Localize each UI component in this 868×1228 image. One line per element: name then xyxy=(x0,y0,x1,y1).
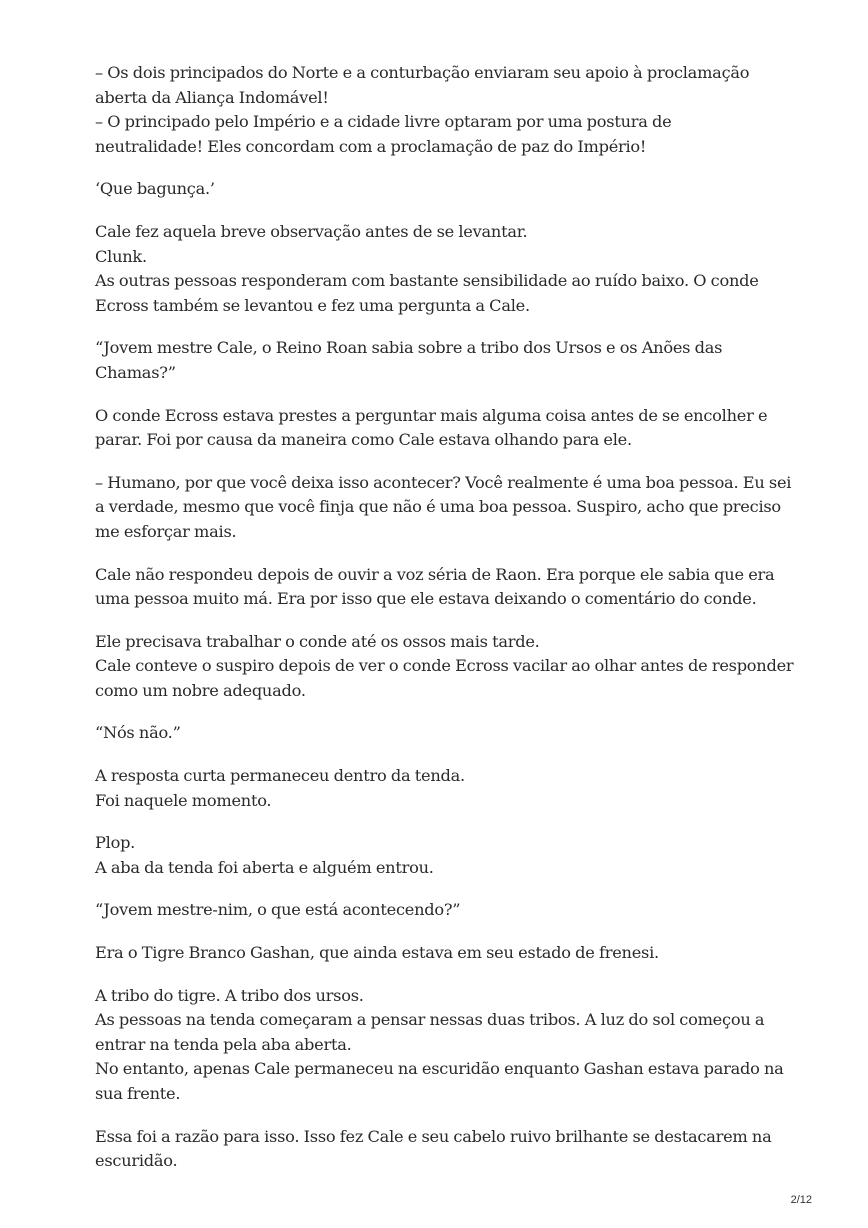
paragraph xyxy=(95,941,785,966)
text-line: A aba da tenda foi aberta e alguém entrou. xyxy=(95,857,434,877)
paragraph xyxy=(95,898,785,923)
document-body xyxy=(95,61,794,1192)
paragraph xyxy=(95,177,785,202)
text-line: As pessoas na tenda começaram a pensar nessas duas tribos. A luz do sol começou a xyxy=(95,1010,765,1030)
paragraph xyxy=(95,471,792,545)
text-line: – Os dois principados do Norte e a conturbação enviaram seu apoio à proclamação xyxy=(95,63,750,82)
text-line: – O principado pelo Império e a cidade livre optaram por uma postura de xyxy=(95,112,672,132)
text-line: Ele precisava trabalhar o conde até os ossos mais tarde. xyxy=(95,631,540,651)
paragraph xyxy=(95,336,785,385)
text-line: parar. Foi por causa da maneira como Cale estava olhando para ele. xyxy=(95,430,632,450)
text-line: aberta da Aliança Indomável! xyxy=(95,87,329,107)
text-line: ‘Que bagunça.’ xyxy=(95,179,215,199)
text-line: – Humano, por que você deixa isso acontecer? Você realmente é uma boa pessoa. Eu sei xyxy=(95,472,792,492)
text-line: a verdade, mesmo que você finja que não é uma boa pessoa. Suspiro, acho que preciso xyxy=(95,497,781,517)
text-line: como um nobre adequado. xyxy=(95,680,306,700)
paragraph xyxy=(95,563,785,612)
paragraph xyxy=(95,630,794,704)
text-line: Essa foi a razão para isso. Isso fez Cale e seu cabelo ruivo brilhante se destacarem na xyxy=(95,1126,772,1146)
paragraph xyxy=(95,220,785,318)
text-line: “Jovem mestre-nim, o que está acontecendo?” xyxy=(95,900,461,920)
text-line: escuridão. xyxy=(95,1151,178,1171)
paragraph xyxy=(95,831,785,880)
text-line: Era o Tigre Branco Gashan, que ainda estava em seu estado de frenesi. xyxy=(95,943,659,963)
text-line: Clunk. xyxy=(95,246,147,266)
text-line: As outras pessoas responderam com bastante sensibilidade ao ruído baixo. O conde xyxy=(95,271,759,291)
text-line: Ecross também se levantou e fez uma pergunta a Cale. xyxy=(95,295,530,315)
text-line: uma pessoa muito má. Era por isso que ele estava deixando o comentário do conde. xyxy=(95,589,757,609)
paragraph xyxy=(95,764,785,813)
text-line: O conde Ecross estava prestes a perguntar mais alguma coisa antes de se encolher e xyxy=(95,405,768,425)
text-line: Chamas?” xyxy=(95,362,176,382)
text-line: entrar na tenda pela aba aberta. xyxy=(95,1034,352,1054)
page-number: 2/12 xyxy=(790,1194,812,1206)
paragraph xyxy=(95,404,785,453)
paragraph xyxy=(95,61,785,159)
paragraph xyxy=(95,1125,785,1174)
text-line: neutralidade! Eles concordam com a proclamação de paz do Império! xyxy=(95,136,647,156)
text-line: “Nós não.” xyxy=(95,723,181,743)
paragraph xyxy=(95,721,785,746)
text-line: Foi naquele momento. xyxy=(95,790,272,810)
text-line: Cale não respondeu depois de ouvir a voz séria de Raon. Era porque ele sabia que era xyxy=(95,564,775,584)
text-line: me esforçar mais. xyxy=(95,521,237,541)
text-line: No entanto, apenas Cale permaneceu na escuridão enquanto Gashan estava parado na xyxy=(95,1059,784,1079)
text-line: Cale conteve o suspiro depois de ver o conde Ecross vacilar ao olhar antes de responder xyxy=(95,656,794,676)
text-line: Plop. xyxy=(95,833,136,853)
text-line: A resposta curta permaneceu dentro da tenda. xyxy=(95,766,465,786)
text-line: A tribo do tigre. A tribo dos ursos. xyxy=(95,985,364,1005)
text-line: “Jovem mestre Cale, o Reino Roan sabia sobre a tribo dos Ursos e os Anões das xyxy=(95,338,723,358)
text-line: Cale fez aquela breve observação antes de se levantar. xyxy=(95,221,528,241)
paragraph xyxy=(95,984,785,1107)
text-line: sua frente. xyxy=(95,1084,181,1103)
